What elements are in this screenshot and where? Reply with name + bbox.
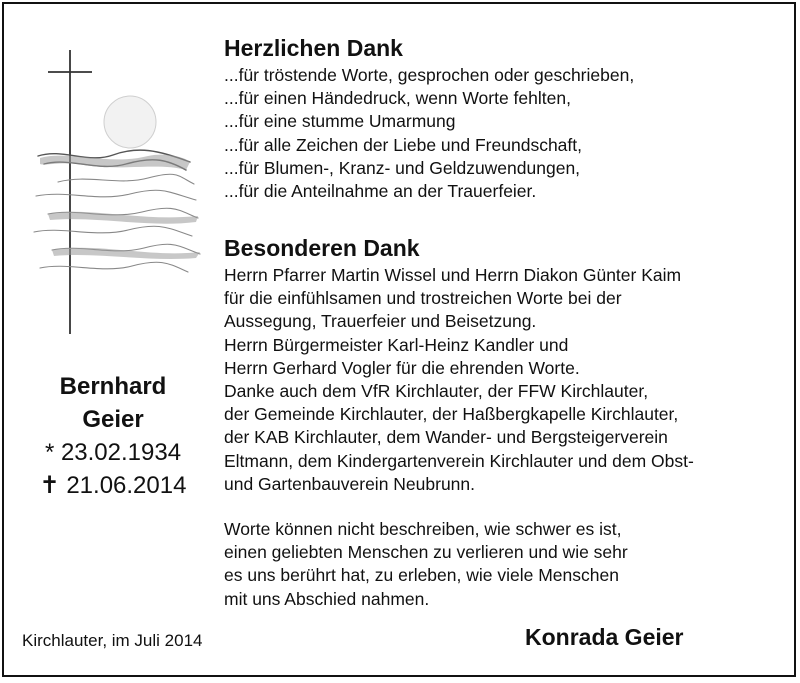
closing-line: Worte können nicht beschreiben, wie schwer es ist, xyxy=(224,519,622,539)
special-thanks-line: Eltmann, dem Kindergartenverein Kirchlauter und dem Obst- xyxy=(224,450,694,471)
special-thanks-line: Herrn Pfarrer Martin Wissel und Herrn Diakon Günter Kaim xyxy=(224,265,682,285)
thanks-line: ...für die Anteilnahme an der Trauerfeier. xyxy=(224,181,537,202)
special-thanks-section xyxy=(224,234,694,496)
obituary-notice xyxy=(2,2,796,677)
thanks-line: ...für Blumen-, Kranz- und Geldzuwendungen, xyxy=(224,157,581,178)
special-thanks-line: Aussegung, Trauerfeier und Beisetzung. xyxy=(224,311,537,332)
special-thanks-line: für die einfühlsamen und trostreichen Worte bei der xyxy=(224,288,622,309)
deceased-first-name: Bernhard xyxy=(59,373,167,400)
closing-line: es uns berührt hat, zu erleben, wie viele Menschen xyxy=(224,565,619,586)
closing-line: einen geliebten Menschen zu verlieren und wie sehr xyxy=(224,542,628,563)
thanks-section xyxy=(224,34,634,203)
special-thanks-line: Herrn Bürgermeister Karl-Heinz Kandler und xyxy=(224,334,569,355)
thanks-line: ...für einen Händedruck, wenn Worte fehlten, xyxy=(224,88,571,109)
closing-paragraph xyxy=(224,518,628,611)
special-thanks-line: und Gartenbauverein Neubrunn. xyxy=(224,473,476,494)
special-thanks-line: Herrn Gerhard Vogler für die ehrenden Worte. xyxy=(224,357,580,378)
thanks-line: ...für eine stumme Umarmung xyxy=(224,111,456,132)
special-thanks-heading: Besonderen Dank xyxy=(224,235,420,261)
death-date: ✝ 21.06.2014 xyxy=(39,472,187,499)
birth-date: * 23.02.1934 xyxy=(44,439,182,466)
deceased-last-name: Geier xyxy=(82,406,144,433)
deceased-info xyxy=(22,370,204,502)
thanks-line: ...für alle Zeichen der Liebe und Freundschaft, xyxy=(224,134,582,155)
cross-with-landscape-icon xyxy=(18,24,208,344)
place-and-date: Kirchlauter, im Juli 2014 xyxy=(22,631,203,650)
special-thanks-line: der Gemeinde Kirchlauter, der Haßbergkapelle Kirchlauter, xyxy=(224,404,679,425)
special-thanks-line: Danke auch dem VfR Kirchlauter, der FFW Kirchlauter, xyxy=(224,381,649,402)
closing-line: mit uns Abschied nahmen. xyxy=(224,588,430,609)
thanks-line: ...für tröstende Worte, gesprochen oder geschrieben, xyxy=(224,65,635,85)
signature: Konrada Geier xyxy=(525,624,684,650)
thanks-heading: Herzlichen Dank xyxy=(224,35,403,61)
special-thanks-line: der KAB Kirchlauter, dem Wander- und Bergsteigerverein xyxy=(224,427,668,448)
